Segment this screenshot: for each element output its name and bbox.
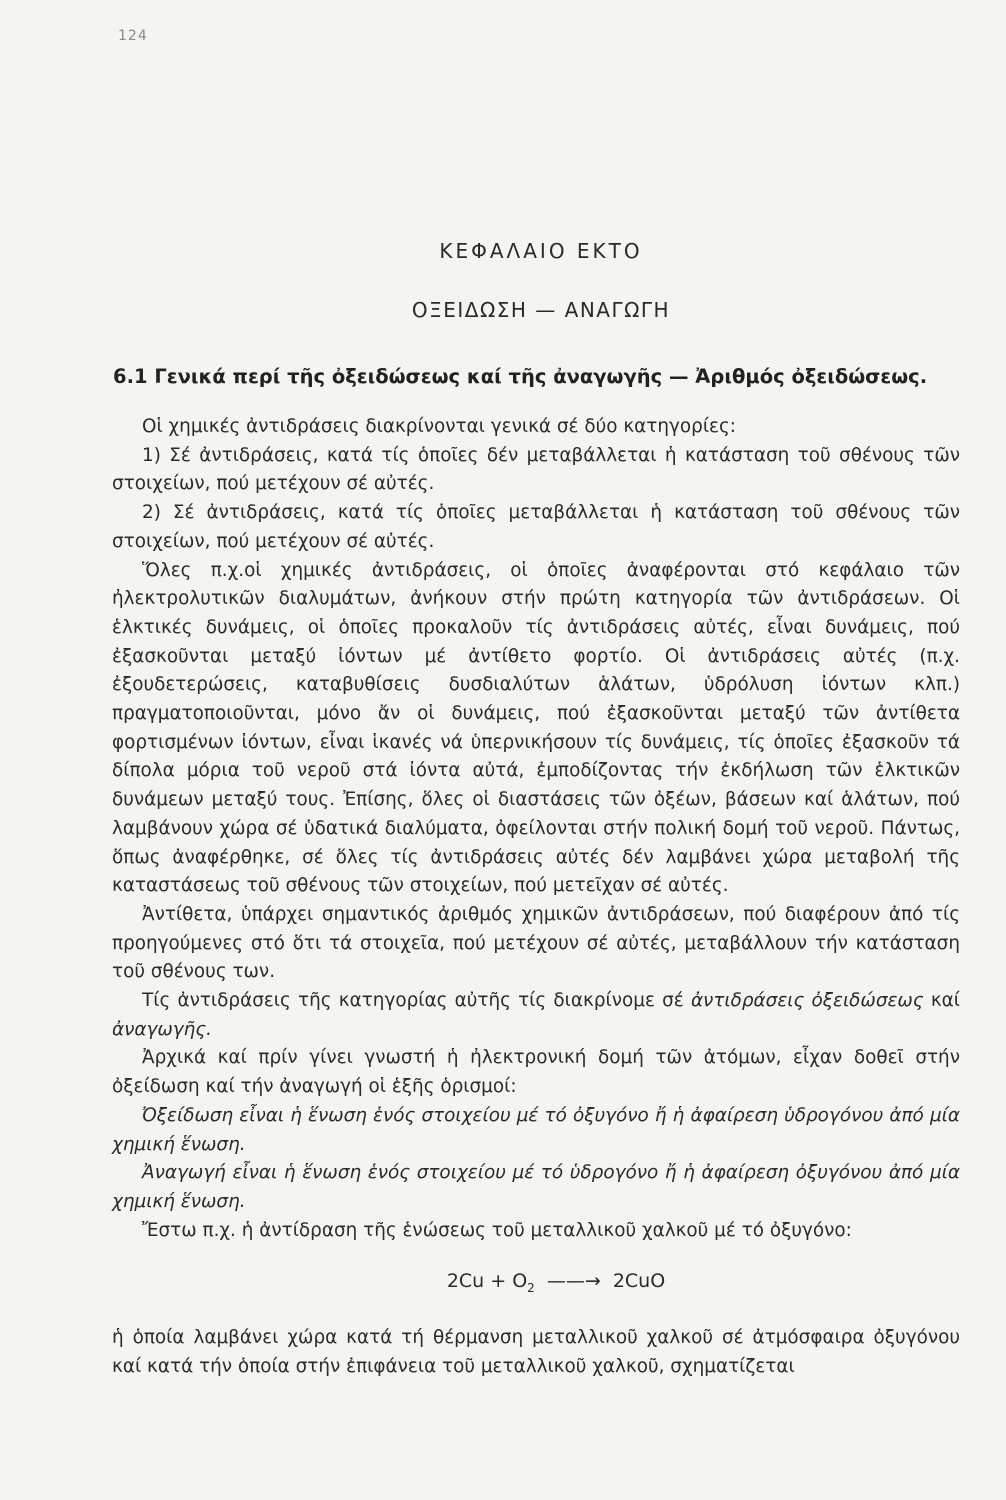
italic-term: ἀντιδράσεις ὀξειδώσεως	[690, 990, 924, 1012]
italic-term: ἀναγωγῆς.	[112, 1018, 212, 1040]
definition-oxidation: Ὀξείδωση εἶναι ἡ ἕνωση ἑνός στοιχείου μέ τό ὀξυγόνο ἤ ἡ ἀφαίρεση ὑδρογόνου ἀπό μία χημική ἕνωση.	[112, 1104, 960, 1155]
equation-left: 2Cu + O	[446, 1270, 528, 1293]
equation-subscript: 2	[527, 1281, 535, 1296]
section-heading: 6.1 Γενικά περί τῆς ὀξειδώσεως καί τῆς ἀναγωγῆς — Ἀριθμός ὀξειδώσεως.	[113, 365, 928, 388]
chapter-subtitle: ΟΞΕΙΔΩΣΗ — ΑΝΑΓΩΓΗ	[411, 298, 671, 322]
definition-reduction: Ἀναγωγή εἶναι ἡ ἕνωση ἑνός στοιχείου μέ τό ὑδρογόνο ἤ ἡ ἀφαίρεση ὀξυγόνου ἀπό μία χημική ἕνωση.	[112, 1162, 960, 1212]
paragraph-text: Τίς ἀντιδράσεις τῆς κατηγορίας αὐτῆς τίς διακρίνομε σέ	[142, 990, 691, 1012]
paragraph-text: καί	[923, 990, 961, 1012]
page-number: 124	[118, 28, 148, 44]
paragraph: ἡ ὁποία λαμβάνει χώρα κατά τή θέρμανση μεταλλικοῦ χαλκοῦ σέ ἀτμόσφαιρα ὀξυγόνου καί κατά τήν ὁποία στήν ἐπιφάνεια τοῦ μεταλλικοῦ χαλκοῦ, σχηματίζεται	[112, 1326, 960, 1377]
paragraph: Οἱ χημικές ἀντιδράσεις διακρίνονται γενικά σέ δύο κατηγορίες:	[142, 416, 736, 437]
paragraph: Ἔστω π.χ. ἡ ἀντίδραση τῆς ἑνώσεως τοῦ μεταλλικοῦ χαλκοῦ μέ τό ὀξυγόνο:	[142, 1219, 852, 1241]
reaction-arrow-icon: ——→	[546, 1270, 601, 1293]
body-text	[112, 413, 960, 1381]
paragraph	[112, 987, 960, 1044]
paragraph: Ὅλες π.χ.οἱ χημικές ἀντιδράσεις, οἱ ὁποῖες ἀναφέρονται στό κεφάλαιο τῶν ἠλεκτρολυτικῶν διαλυμάτων, ἀνήκουν στήν πρώτη κατηγορία τῶν ἀντιδράσεων. Οἱ ἑλκτικές δυνάμεις, οἱ ὁποῖες προκαλοῦν τίς ἀντιδράσεις αὐτές, εἶναι δυνάμεις, πού ἐξασκοῦνται μεταξύ ἰόντων μέ ἀντίθετο φορτίο. Οἱ ἀντιδράσεις αὐτές (π.χ. ἐξουδετερώσεις, καταβυθίσεις δυσδιαλύτων ἁλάτων, ὑδρόλυση ἰόντων κλπ.) πραγματοποιοῦνται, μόνο ἄν οἱ δυνάμεις, πού ἐξασκοῦνται μεταξύ τῶν ἀντίθετα φορτισμένων ἰόντων, εἶναι ἱκανές νά ὑπερνικήσουν τίς δυνάμεις, τίς ὁποῖες ἐξασκοῦν τά δίπολα μόρια τοῦ νεροῦ στά ἰόντα αὐτά, ἐμποδίζοντας τήν ἐκδήλωση τῶν ἑλκτικῶν δυνάμεων μεταξύ τους. Ἐπίσης, ὅλες οἱ διαστάσεις τῶν ὀξέων, βάσεων καί ἁλάτων, πού λαμβάνουν χώρα σέ ὑδατικά διαλύματα, ὀφείλονται στήν πολική δομή τοῦ νεροῦ. Πάντως, ὅπως ἀναφέρθηκε, σέ ὅλες τίς ἀντιδράσεις αὐτές δέν λαμβάνει χώρα μεταβολή τῆς καταστάσεως τοῦ σθένους τῶν στοιχείων, πού μετεῖχαν σέ αὐτές.	[112, 559, 960, 897]
chemical-equation	[112, 1267, 960, 1303]
paragraph: Ἀντίθετα, ὑπάρχει σημαντικός ἀριθμός χημικῶν ἀντιδράσεων, πού διαφέρουν ἀπό τίς προηγούμενες στό ὅτι τά στοιχεῖα, πού μετέχουν σέ αὐτές, μεταβάλλουν τήν κατάσταση τοῦ σθένους των.	[112, 903, 960, 983]
paragraph: 1) Σέ ἀντιδράσεις, κατά τίς ὁποῖες δέν μεταβάλλεται ἡ κατάσταση τοῦ σθένους τῶν στοιχείων, πού μετέχουν σέ αὐτές.	[112, 444, 960, 495]
paragraph: Ἀρχικά καί πρίν γίνει γνωστή ἡ ἠλεκτρονική δομή τῶν ἀτόμων, εἶχαν δοθεῖ στήν ὀξείδωση καί τήν ἀναγωγή οἱ ἑξῆς ὁρισμοί:	[112, 1047, 960, 1098]
paragraph: 2) Σέ ἀντιδράσεις, κατά τίς ὁποῖες μεταβάλλεται ἡ κατάσταση τοῦ σθένους τῶν στοιχείων, πού μετέχουν σέ αὐτές.	[112, 502, 960, 552]
equation-right: 2CuO	[612, 1270, 666, 1293]
chapter-title: ΚΕΦΑΛΑΙΟ ΕΚΤΟ	[439, 239, 643, 263]
